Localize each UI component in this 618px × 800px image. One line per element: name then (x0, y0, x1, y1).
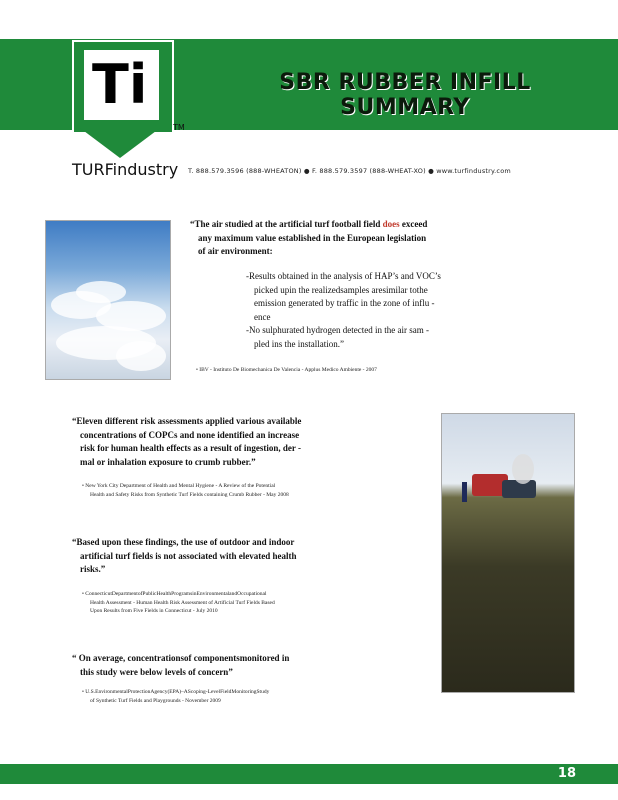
logo-letters: Ti (92, 53, 148, 116)
quote-line: “ On average, concentrationsof componentsmonitored in (72, 653, 290, 663)
trademark-symbol: TM (173, 123, 185, 132)
citation-ibv: • IBV - Instituto De Biomechanica De Valencia - Applus Medico Ambiente - 2007 (196, 367, 377, 373)
quote-line: this study were below levels of concern” (80, 666, 233, 677)
quote-line: risk for human health effects as a result of ingestion, der - (80, 443, 301, 453)
result-line: pled ins the installation.” (254, 338, 344, 349)
contact-line: T. 888.579.3596 (888-WHEATON) ● F. 888.579.3597 (888-WHEAT-XO) ● www.turfindustry.com (188, 167, 511, 175)
logo-tail-shape (80, 128, 160, 158)
quote-line: any maximum value established in the European legislation (198, 232, 427, 243)
logo-mark (84, 50, 159, 120)
quote-connecticut (72, 536, 432, 577)
result-line: emission generated by traffic in the zone of influ - (254, 298, 435, 308)
logo (72, 40, 174, 134)
turf-field-photo (441, 413, 575, 693)
citation-epa: • U.S.EnvironmentalProtectionAgency(EPA)–AScoping-LevelFieldMonitoringStudy of Synthetic Turf Fields and Playgrounds - November 2009 (82, 689, 270, 704)
footer-bar (0, 764, 618, 784)
quote-line: concentrations of COPCs and none identified an increase (80, 429, 300, 440)
page-title: SBR RUBBER INFILL SUMMARY (279, 70, 531, 120)
quote-line: “The air studied at the artificial turf football field does exceed (190, 219, 428, 229)
citation-nyc-doh: • New York City Department of Health and Mental Hygiene - A Review of the Potential Health and Safety Risks from Synthetic Turf Fields containing Crumb Rubber - May 2008 (82, 483, 289, 498)
quote-air-study (190, 218, 540, 259)
quote-air-study-results (246, 270, 566, 351)
quote-line: “Eleven different risk assessments applied various available (72, 416, 302, 426)
highlighted-word: does (382, 219, 400, 229)
brand-wordmark: TURFindustry (72, 160, 179, 179)
quote-epa (72, 652, 432, 679)
quote-line: artificial turf fields is not associated with elevated health (80, 550, 297, 561)
quote-line: risks.” (80, 564, 106, 574)
result-line: -No sulphurated hydrogen detected in the air sam - (246, 325, 429, 335)
result-line: ence (254, 311, 271, 322)
quote-line: “Based upon these findings, the use of outdoor and indoor (72, 537, 295, 547)
quote-line: mal or inhalation exposure to crumb rubber.” (80, 456, 256, 467)
clouds-photo (45, 220, 171, 380)
quote-risk-assessments (72, 415, 432, 469)
result-line: picked upin the realizedsamples aresimilar tothe (254, 284, 428, 295)
result-line: -Results obtained in the analysis of HAP’s and VOC’s (246, 271, 441, 281)
page-number: 18 (557, 766, 576, 781)
quote-line: of air environment: (198, 246, 273, 256)
citation-connecticut: • ConnecticutDepartmentofPublicHealthProgramsinEnvironmentalandOccupational Health Assessment - Human Health Risk Assessment of Artificial Turf Fields Based Upon Results from Five Fields in Connecticut - July 2010 (82, 591, 275, 614)
